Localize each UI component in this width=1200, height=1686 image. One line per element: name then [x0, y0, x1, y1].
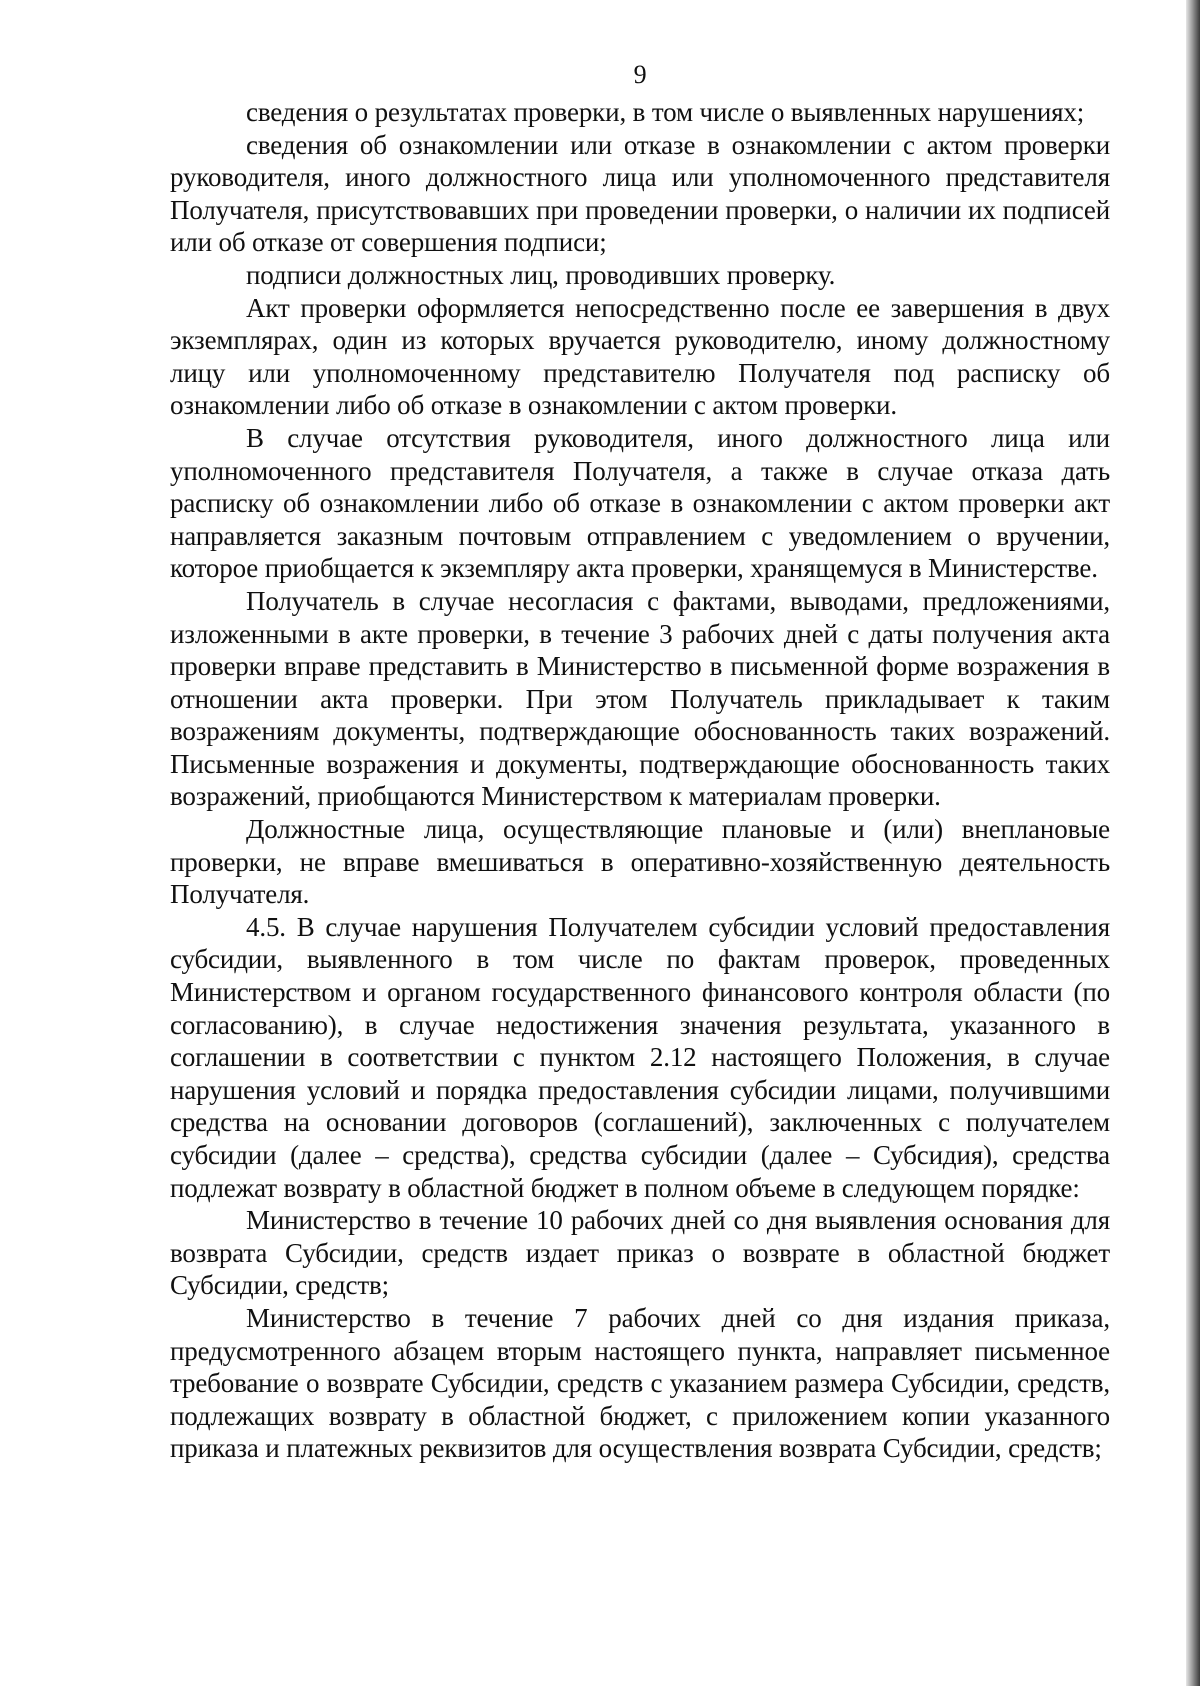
paragraph-objections: Получатель в случае несогласия с фактами, выводами, предложениями, изложенными в акте проверки, в течение 3 рабочих дней с даты получения акта проверки вправе представить в Министерство в письменной форме возражения в отношении акта проверки. При этом Получатель прикладывает к таким возражениям документы, подтверждающие обоснованность таких возражений. Письменные возражения и документы, подтверждающие обоснованность таких возражений, приобщаются Министерством к материалам проверки.: [170, 585, 1110, 812]
paragraph-inspection-results: сведения о результатах проверки, в том числе о выявленных нарушениях;: [246, 97, 1085, 127]
page-number: 9: [633, 60, 647, 89]
paragraph-officials-restriction: Должностные лица, осуществляющие плановые и (или) внеплановые проверки, не вправе вмешиваться в оперативно-хозяйственную деятельность Получателя.: [170, 814, 1110, 910]
document-page: [170, 60, 1110, 1465]
paragraph-clause-4-5: 4.5. В случае нарушения Получателем субсидии условий предоставления субсидии, выявленного в том числе по фактам проверок, проведенных Министерством и органом государственного финансового контроля области (по согласованию), в случае недостижения значения результата, указанного в соглашении в соответствии с пунктом 2.12 настоящего Положения, в случае нарушения условий и порядка предоставления субсидии лицами, получившими средства на основании договоров (соглашений), заключенных с получателем субсидии (далее – средства), средства субсидии (далее – Субсидия), средства подлежат возврату в областной бюджет в полном объеме в следующем порядке:: [170, 911, 1110, 1203]
paragraph-absence-case: В случае отсутствия руководителя, иного должностного лица или уполномоченного представителя Получателя, а также в случае отказа дать расписку об ознакомлении либо об отказе в ознакомлении с актом проверки акт направляется заказным почтовым отправлением с уведомлением о вручении, которое приобщается к экземпляру акта проверки, хранящемуся в Министерстве.: [170, 422, 1110, 584]
paragraph-acquaintance-info: сведения об ознакомлении или отказе в ознакомлении с актом проверки руководителя, иного должностного лица или уполномоченного представителя Получателя, присутствовавших при проведении проверки, о наличии их подписей или об отказе от совершения подписи;: [170, 129, 1110, 258]
paragraph-act-execution: Акт проверки оформляется непосредственно после ее завершения в двух экземплярах, один из которых вручается руководителю, иному должностному лицу или уполномоченному представителю Получателя под расписку об ознакомлении либо об отказе в ознакомлении с актом проверки.: [170, 292, 1110, 421]
paragraph-ministry-demand: Министерство в течение 7 рабочих дней со дня издания приказа, предусмотренного абзацем вторым настоящего пункта, направляет письменное требование о возврате Субсидии, средств с указанием размера Субсидии, средств, подлежащих возврату в областной бюджет, с приложением копии указанного приказа и платежных реквизитов для осуществления возврата Субсидии, средств;: [170, 1302, 1110, 1464]
paragraph-signatures: подписи должностных лиц, проводивших проверку.: [246, 259, 836, 290]
paragraph-ministry-order: Министерство в течение 10 рабочих дней со дня выявления основания для возврата Субсидии, средств издает приказ о возврате в областной бюджет Субсидии, средств;: [170, 1205, 1110, 1301]
scan-edge-shadow: [1186, 0, 1200, 1686]
